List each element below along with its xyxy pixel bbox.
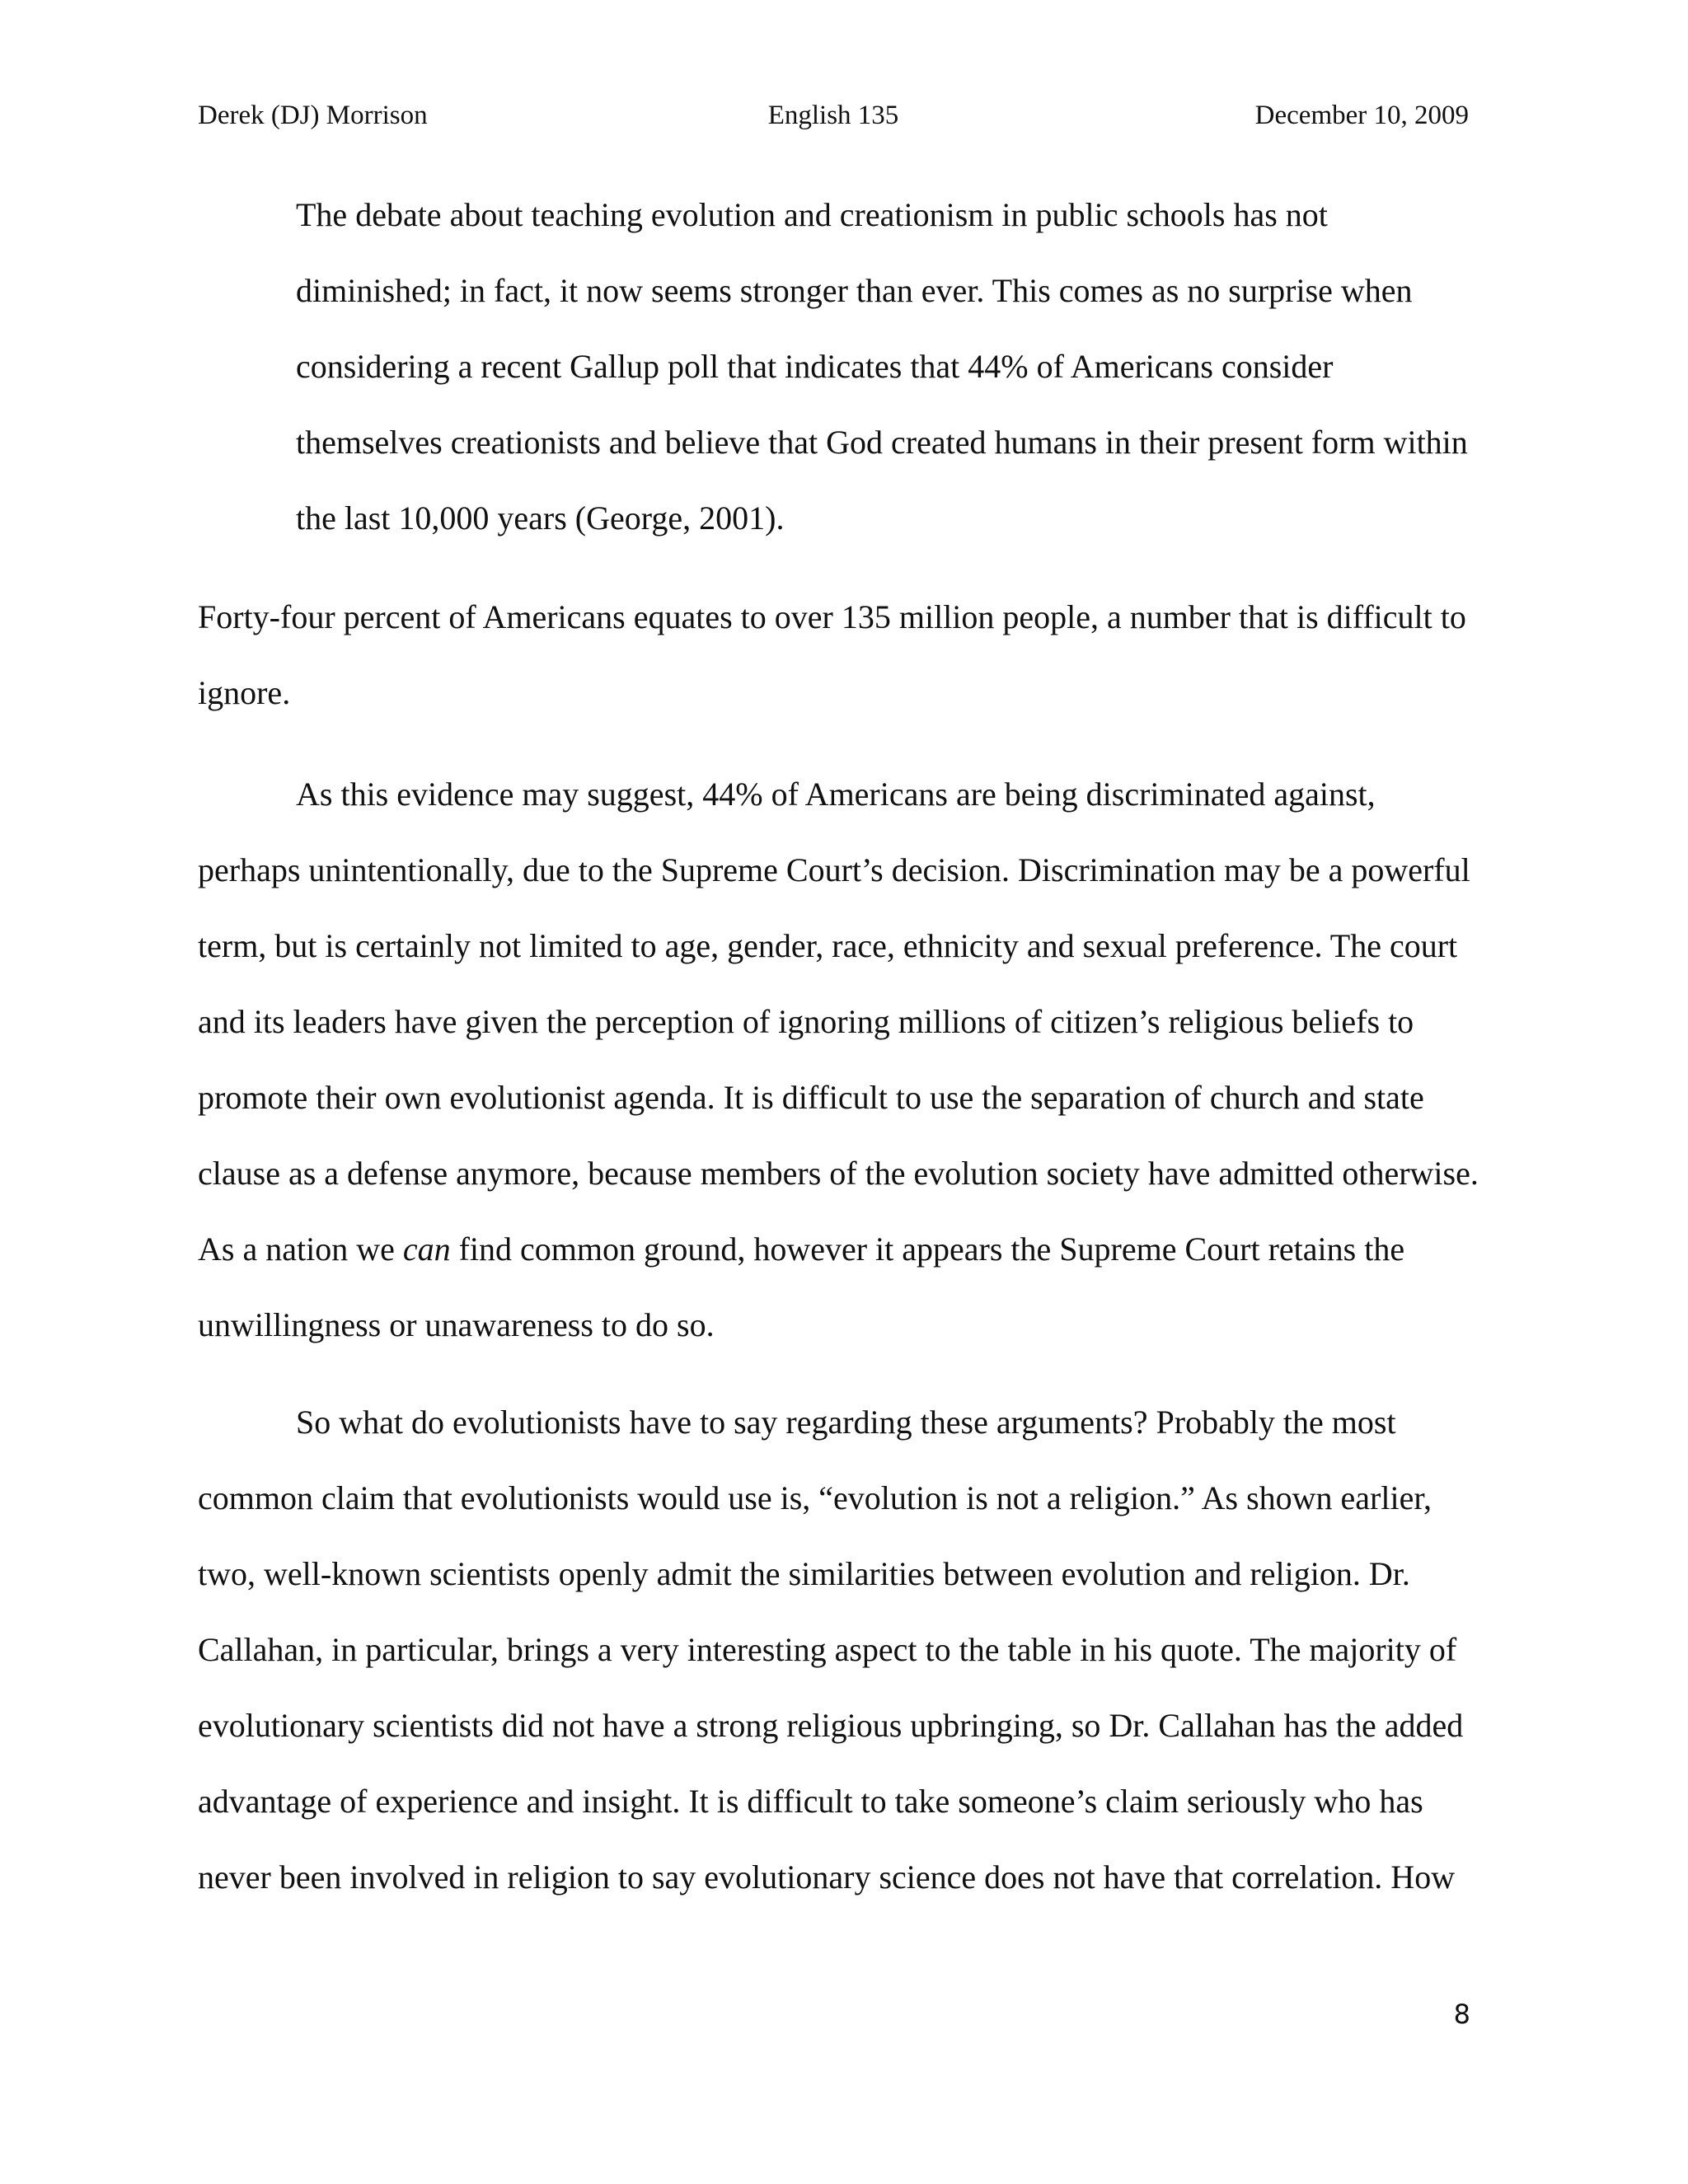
paragraph-line: common claim that evolutionists would use is, “evolution is not a religion.” As shown earlier, <box>198 1479 1432 1516</box>
block-quote-line: diminished; in fact, it now seems stronger than ever. This comes as no surprise when <box>296 272 1413 309</box>
block-quote <box>198 177 1484 556</box>
block-quote-line: themselves creationists and believe that God created humans in their present form within <box>296 424 1468 461</box>
paragraph-line: advantage of experience and insight. It is difficult to take someone’s claim seriously who has <box>198 1783 1423 1820</box>
header-course: English 135 <box>767 101 899 130</box>
page-number: 8 <box>1453 1999 1470 2030</box>
block-quote-line: considering a recent Gallup poll that indicates that 44% of Americans consider <box>296 348 1334 385</box>
text-span: As a nation we <box>198 1230 403 1268</box>
header-date: December 10, 2009 <box>1254 101 1469 130</box>
paragraph-line: Forty-four percent of Americans equates to over 135 million people, a number that is difficult to <box>198 598 1466 635</box>
paragraph-line: As this evidence may suggest, 44% of Americans are being discriminated against, <box>296 776 1376 813</box>
paragraph-line: unwillingness or unawareness to do so. <box>198 1306 715 1343</box>
paragraph-line-with-italic <box>198 1212 1484 1287</box>
paragraph-line: evolutionary scientists did not have a strong religious upbringing, so Dr. Callahan has the added <box>198 1707 1464 1744</box>
paragraph-line: ignore. <box>198 674 291 711</box>
paragraph-line: Callahan, in particular, brings a very interesting aspect to the table in his quote. The majority of <box>198 1631 1457 1668</box>
text-span: find common ground, however it appears the Supreme Court retains the <box>450 1230 1405 1268</box>
paragraph-2 <box>198 757 1484 1363</box>
paragraph-line: So what do evolutionists have to say regarding these arguments? Probably the most <box>296 1404 1396 1441</box>
paragraph-1 <box>198 579 1484 731</box>
block-quote-line: The debate about teaching evolution and creationism in public schools has not <box>296 196 1328 233</box>
paragraph-line: clause as a defense anymore, because members of the evolution society have admitted otherwise. <box>198 1155 1479 1192</box>
paragraph-line: never been involved in religion to say evolutionary science does not have that correlation. How <box>198 1858 1456 1896</box>
block-quote-line: the last 10,000 years (George, 2001). <box>296 499 785 537</box>
paragraph-line: two, well-known scientists openly admit the similarities between evolution and religion. Dr. <box>198 1555 1410 1592</box>
paragraph-line: term, but is certainly not limited to age, gender, race, ethnicity and sexual preference. The court <box>198 927 1458 964</box>
italic-word: can <box>402 1230 451 1268</box>
header-author: Derek (DJ) Morrison <box>198 101 428 130</box>
paragraph-line: perhaps unintentionally, due to the Supreme Court’s decision. Discrimination may be a powerful <box>198 851 1470 888</box>
paragraph-line: promote their own evolutionist agenda. It is difficult to use the separation of church and state <box>198 1079 1424 1116</box>
paragraph-3 <box>198 1385 1484 1915</box>
page-header <box>198 97 1469 134</box>
paragraph-line: and its leaders have given the perception of ignoring millions of citizen’s religious beliefs to <box>198 1003 1414 1040</box>
